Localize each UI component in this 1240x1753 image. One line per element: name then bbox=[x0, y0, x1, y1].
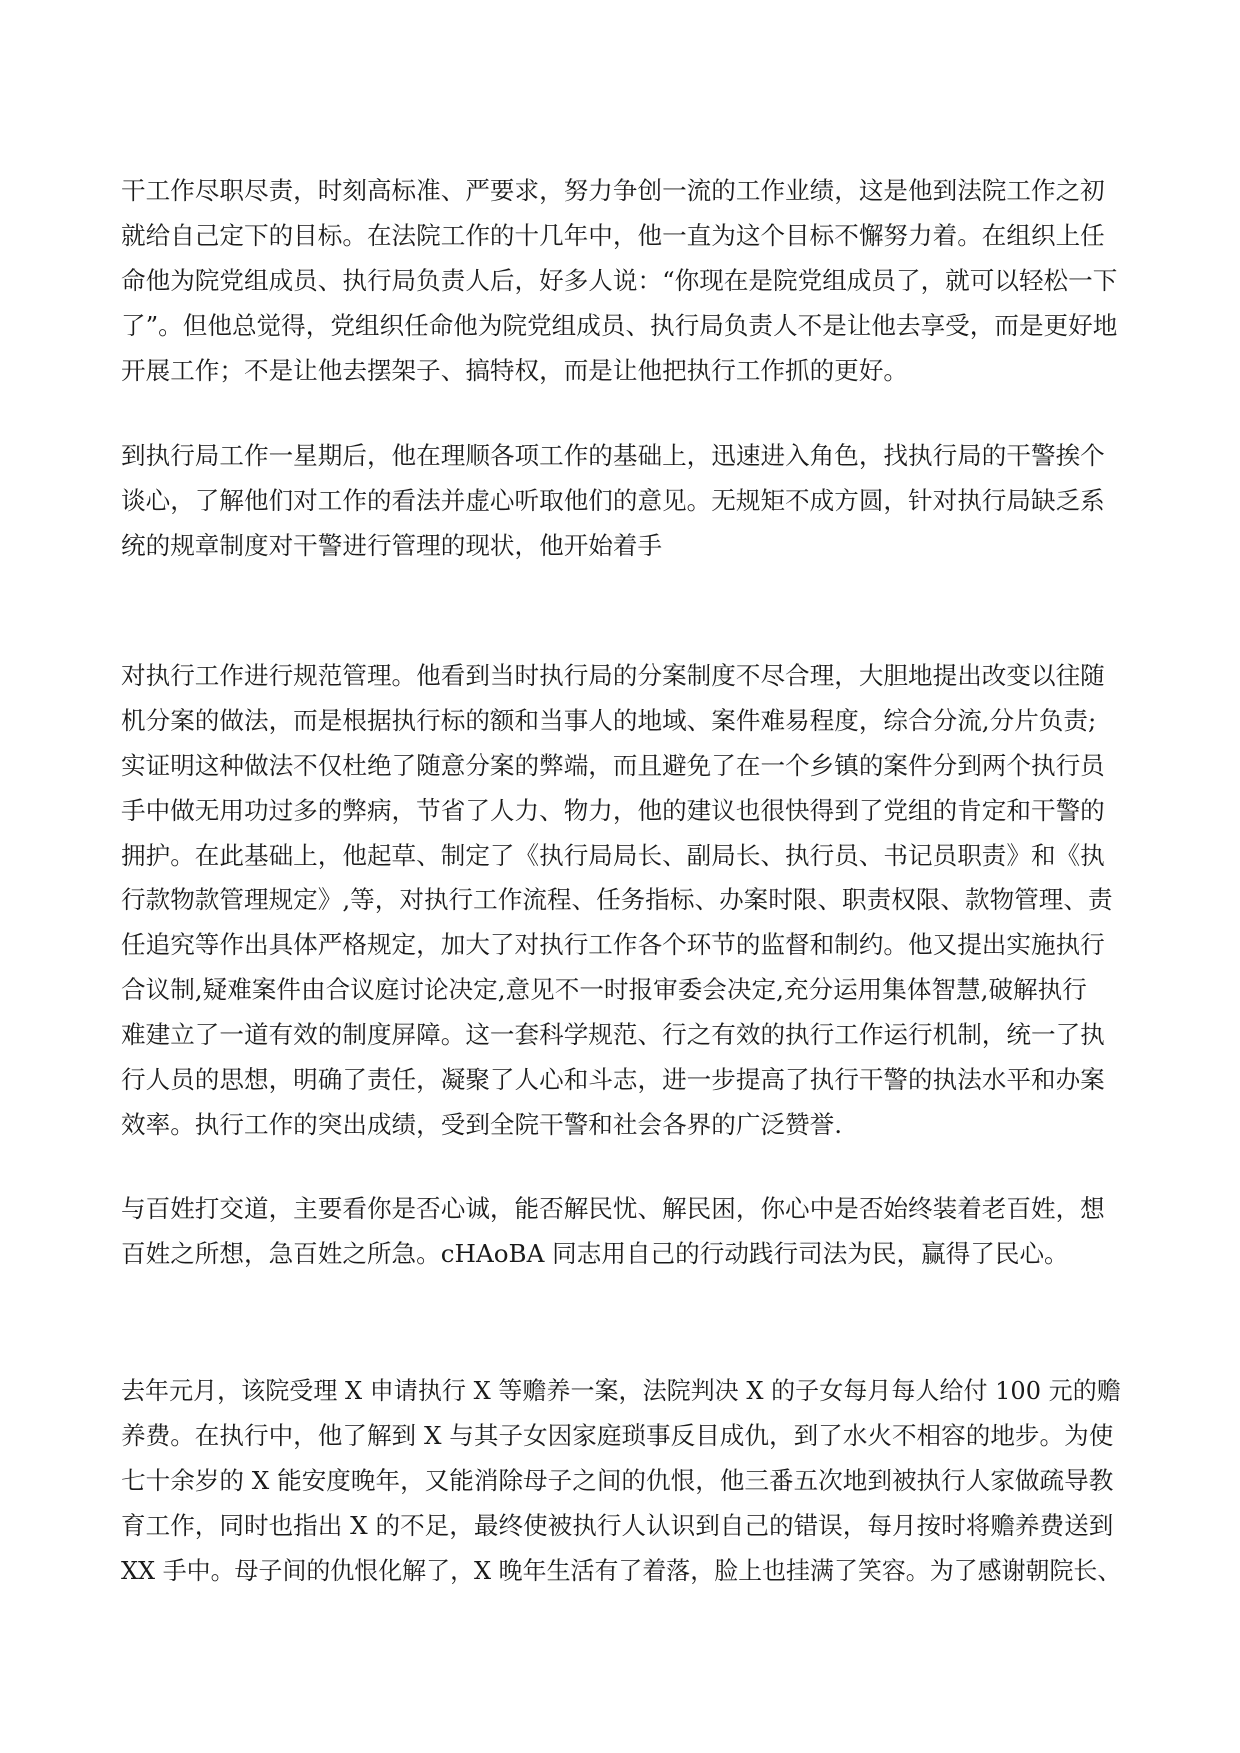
text-line: 对执行工作进行规范管理。他看到当时执行局的分案制度不尽合理，大胆地提出改变以往随 bbox=[121, 661, 1105, 690]
text-line: 拥护。在此基础上，他起草、制定了《执行局局长、副局长、执行员、书记员职责》和《执 bbox=[121, 840, 1105, 870]
text-line: 就给自己定下的目标。在法院工作的十几年中，他一直为这个目标不懈努力着。在组织上任 bbox=[121, 220, 1105, 250]
text-line: 育工作，同时也指出 X 的不足，最终使被执行人认识到自己的错误，每月按时将赡养费送到 bbox=[121, 1510, 1114, 1540]
text-line: 手中做无用功过多的弊病，节省了人力、物力，他的建议也很快得到了党组的肯定和干警的 bbox=[121, 795, 1105, 825]
text-line: 开展工作；不是让他去摆架子、搞特权，而是让他把执行工作抓的更好。 bbox=[121, 355, 909, 385]
text-line: 百姓之所想，急百姓之所急。cHAoBA 同志用自己的行动践行司法为民，赢得了民心。 bbox=[121, 1238, 1069, 1268]
text-line: 行款物款管理规定》,等，对执行工作流程、任务指标、办案时限、职责权限、款物管理、责 bbox=[121, 885, 1113, 915]
text-line: 统的规章制度对干警进行管理的现状，他开始着手 bbox=[121, 530, 663, 560]
paragraph-5 bbox=[121, 1369, 1121, 1593]
text-line: 干工作尽职尽责，时刻高标准、严要求，努力争创一流的工作业绩，这是他到法院工作之初 bbox=[121, 176, 1105, 205]
paragraph-4 bbox=[121, 1187, 1121, 1277]
text-line: 命他为院党组成员、执行局负责人后，好多人说：“你现在是院党组成员了，就可以轻松一下 bbox=[121, 265, 1118, 295]
text-line: XX 手中。母子间的仇恨化解了，X 晚年生活有了着落，脸上也挂满了笑容。为了感谢朝院长、 bbox=[121, 1555, 1122, 1585]
text-line: 机分案的做法，而是根据执行标的额和当事人的地域、案件难易程度，综合分流,分片负责; bbox=[121, 705, 1097, 735]
text-line: 养费。在执行中，他了解到 X 与其子女因家庭琐事反目成仇，到了水火不相容的地步。为使 bbox=[121, 1420, 1114, 1450]
text-line: 谈心，了解他们对工作的看法并虚心听取他们的意见。无规矩不成方圆，针对执行局缺乏系 bbox=[121, 485, 1105, 515]
text-line: 七十余岁的 X 能安度晚年，又能消除母子之间的仇恨，他三番五次地到被执行人家做疏导教 bbox=[121, 1465, 1114, 1495]
text-line: 实证明这种做法不仅杜绝了随意分案的弊端，而且避免了在一个乡镇的案件分到两个执行员 bbox=[121, 750, 1105, 780]
paragraph-1 bbox=[121, 169, 1121, 393]
text-line: 任追究等作出具体严格规定，加大了对执行工作各个环节的监督和制约。他又提出实施执行 bbox=[121, 930, 1105, 960]
text-line: 去年元月，该院受理 X 申请执行 X 等赡养一案，法院判决 X 的子女每月每人给付 100 元的赡 bbox=[121, 1376, 1121, 1405]
text-line: 了”。但他总觉得，党组织任命他为院党组成员、执行局负责人不是让他去享受，而是更好地 bbox=[121, 310, 1118, 340]
text-line: 与百姓打交道，主要看你是否心诚，能否解民忧、解民困，你心中是否始终装着老百姓，想 bbox=[121, 1194, 1105, 1223]
paragraph-3 bbox=[121, 654, 1121, 1148]
text-line: 效率。执行工作的突出成绩，受到全院干警和社会各界的广泛赞誉. bbox=[121, 1109, 843, 1139]
text-line: 合议制,疑难案件由合议庭讨论决定,意见不一时报审委会决定,充分运用集体智慧,破解执行 bbox=[121, 975, 1087, 1005]
text-line: 到执行局工作一星期后，他在理顺各项工作的基础上，迅速进入角色，找执行局的干警挨个 bbox=[121, 441, 1105, 470]
text-line: 行人员的思想，明确了责任，凝聚了人心和斗志，进一步提高了执行干警的执法水平和办案 bbox=[121, 1065, 1105, 1095]
text-line: 难建立了一道有效的制度屏障。这一套科学规范、行之有效的执行工作运行机制，统一了执 bbox=[121, 1020, 1105, 1050]
paragraph-2 bbox=[121, 434, 1121, 569]
